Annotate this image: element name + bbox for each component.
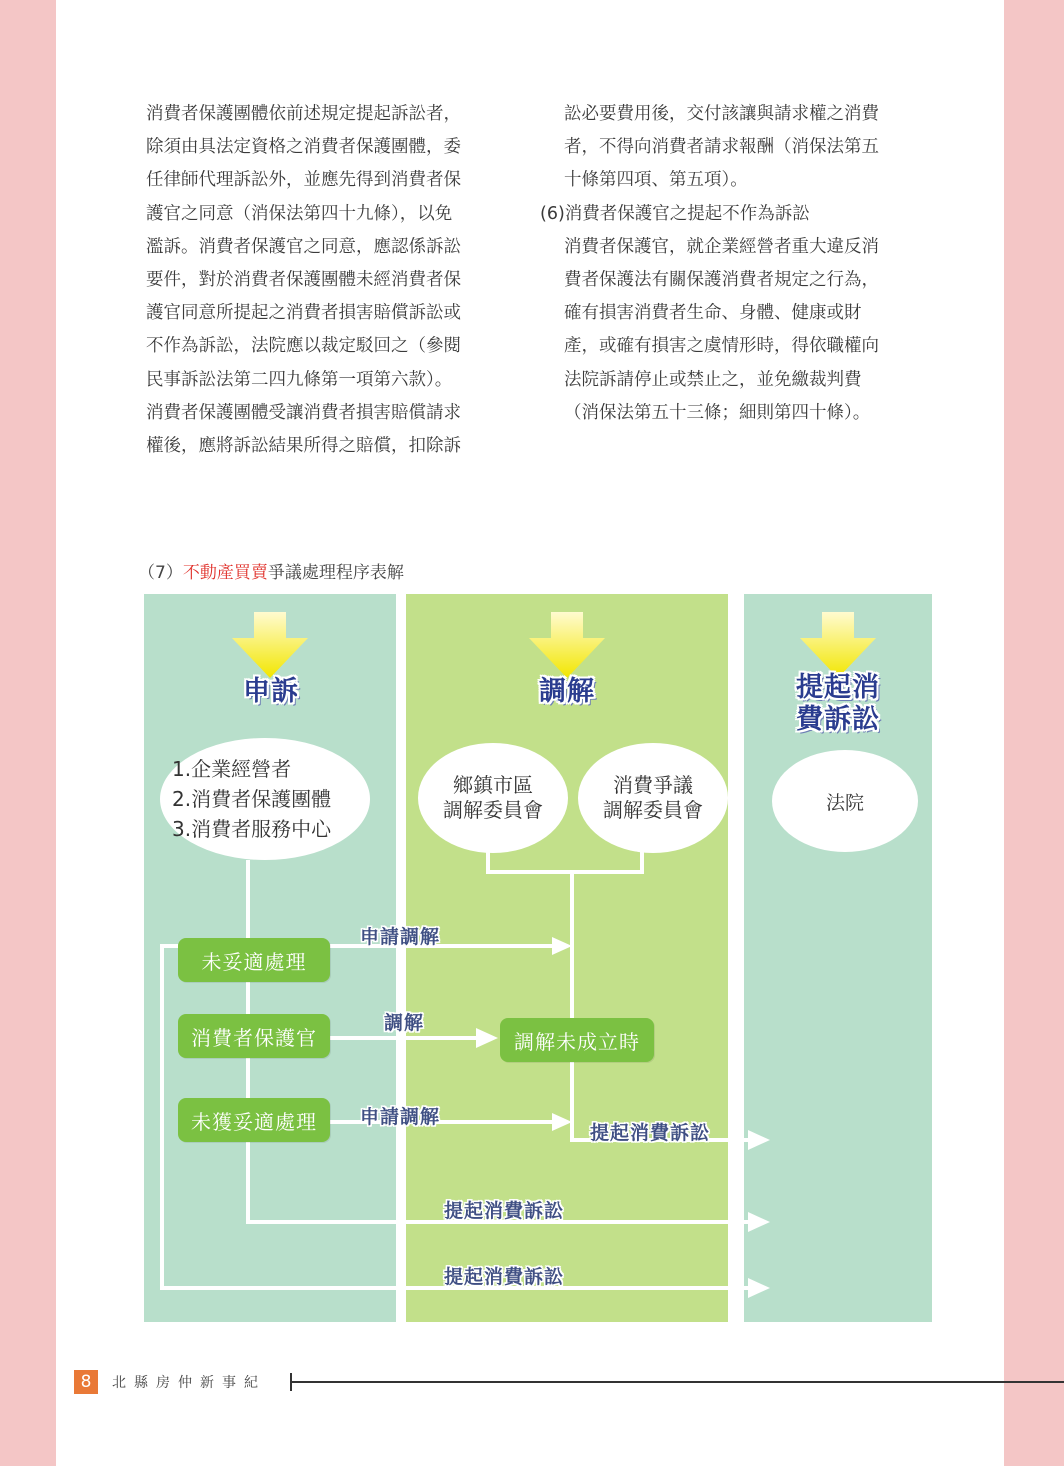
- consumer-protection-officer-box: 消費者保護官: [178, 1014, 330, 1058]
- consumer-line1: 消費爭議: [613, 773, 693, 797]
- right-page-band: [1004, 0, 1064, 1466]
- township-mediation-ellipse: [418, 743, 568, 853]
- complaint-parties-ellipse: [160, 738, 370, 860]
- apply-mediation-label: 申請調解: [360, 1106, 441, 1128]
- diagram-title-prefix: （7）: [138, 563, 183, 583]
- right-text-column: [540, 98, 924, 430]
- diagram-title-highlight: 不動產買賣: [182, 563, 268, 583]
- consumer-dispute-mediation-ellipse: [578, 743, 728, 853]
- complaint-party: 2.消費者保護團體: [172, 787, 332, 811]
- lawsuit-heading-line1: 提起消: [796, 672, 880, 703]
- text-line: 不作為訴訟，法院應以裁定駁回之（參閱: [146, 336, 461, 357]
- mediation-heading: 調解: [539, 676, 595, 707]
- mediate-label: 調解: [384, 1012, 425, 1034]
- text-line: 費者保護法有關保護消費者規定之行為，: [564, 270, 879, 291]
- left-text-column: [146, 98, 502, 463]
- court-ellipse: [772, 750, 918, 852]
- section-heading: (6)消費者保護官之提起不作為訴訟: [540, 203, 810, 224]
- diagram-title-suffix: 爭議處理程序表解: [267, 563, 404, 583]
- text-line: 護官同意所提起之消費者損害賠償訴訟或: [146, 303, 461, 324]
- improper-handling-box: 未妥適處理: [178, 938, 330, 982]
- complaint-party: 1.企業經營者: [172, 757, 292, 781]
- left-page-band: [0, 0, 56, 1466]
- text-line: 民事訴訟法第二四九條第一項第六款）。: [146, 369, 453, 390]
- text-line: 除須由具法定資格之消費者保護團體，委: [146, 137, 461, 158]
- page-number-badge: 8: [74, 1370, 98, 1394]
- file-lawsuit-label: 提起消費訴訟: [444, 1266, 565, 1288]
- township-line1: 鄉鎮市區: [453, 773, 533, 797]
- apply-mediation-label: 申請調解: [360, 926, 441, 948]
- text-line: 產，或確有損害之虞情形時，得依職權向: [564, 336, 879, 357]
- text-line: 訟必要費用後，交付該讓與請求權之消費: [564, 104, 879, 124]
- text-line: 消費者保護團體依前述規定提起訴訟者，: [146, 104, 461, 124]
- text-line: 濫訴。消費者保護官之同意，應認係訴訟: [146, 236, 461, 257]
- consumer-line2: 調解委員會: [603, 798, 703, 822]
- township-line2: 調解委員會: [443, 798, 543, 822]
- text-line: 護官之同意（消保法第四十九條），以免: [146, 203, 453, 224]
- lawsuit-heading: [778, 672, 898, 736]
- text-line: 要件，對於消費者保護團體未經消費者保: [146, 270, 461, 291]
- court-label: 法院: [825, 791, 864, 814]
- text-line: 任律師代理訴訟外，並應先得到消費者保: [146, 170, 461, 191]
- diagram-title: [138, 558, 404, 583]
- text-line: 法院訴請停止或禁止之，並免繳裁判費: [564, 369, 862, 390]
- complaint-party: 3.消費者服務中心: [172, 817, 332, 841]
- footer-rule: [290, 1381, 1064, 1383]
- file-lawsuit-label: 提起消費訴訟: [590, 1122, 711, 1144]
- mediation-failed-box: 調解未成立時: [500, 1018, 654, 1062]
- text-line: 權後，應將訴訟結果所得之賠償，扣除訴: [146, 436, 461, 457]
- text-line: （消保法第五十三條；細則第四十條）。: [564, 402, 871, 423]
- text-line: 消費者保護官，就企業經營者重大違反消: [564, 236, 879, 257]
- down-arrow-icon: [230, 612, 310, 682]
- lawsuit-heading-line2: 費訴訟: [796, 704, 880, 735]
- complaint-heading: 申訴: [243, 676, 299, 707]
- publication-name: 北縣房仲新事紀: [112, 1375, 266, 1391]
- text-line: 十條第四項、第五項）。: [564, 170, 748, 191]
- text-line: 確有損害消費者生命、身體、健康或財: [564, 303, 862, 324]
- not-properly-handled-box: 未獲妥適處理: [178, 1098, 330, 1142]
- text-line: 消費者保護團體受讓消費者損害賠償請求: [146, 402, 461, 423]
- file-lawsuit-label: 提起消費訴訟: [444, 1200, 565, 1222]
- text-line: 者，不得向消費者請求報酬（消保法第五: [564, 137, 879, 158]
- down-arrow-icon: [527, 612, 607, 682]
